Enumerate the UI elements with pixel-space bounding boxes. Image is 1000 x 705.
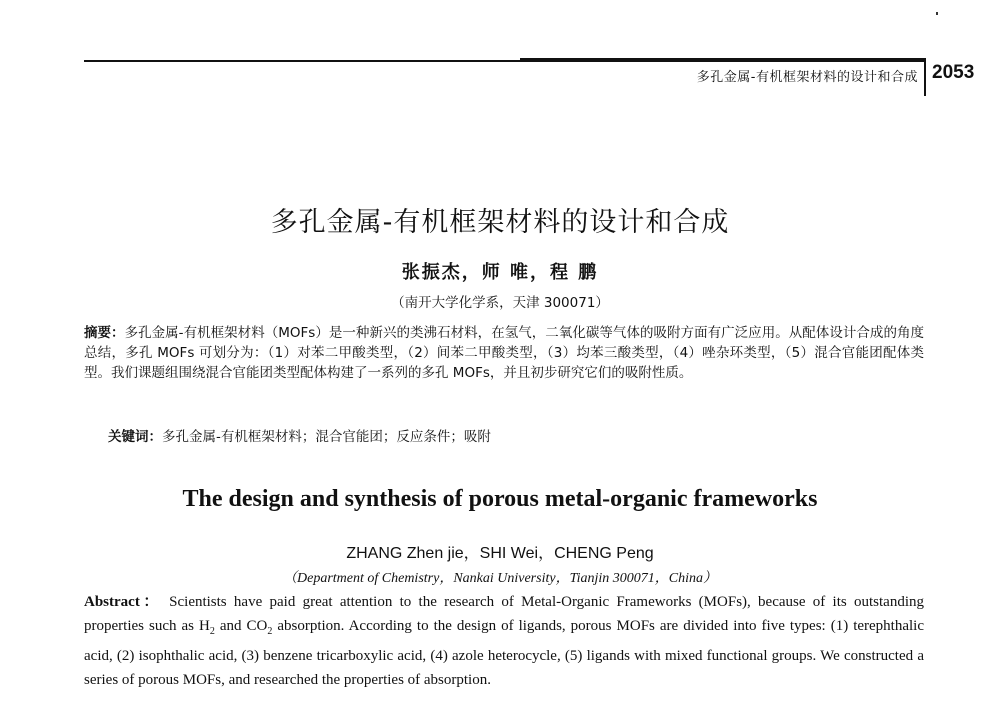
page-number: 2053 [932,62,975,83]
chinese-abstract-text: 多孔金属-有机框架材料（MOFs）是一种新兴的类沸石材料，在氢气，二氧化碳等气体的吸附方面有广泛应用。从配体设计合成的角度总结，多孔 MOFs 可划分为：（1）对苯二甲酸类型，（2）间苯二甲酸类型，（3）均苯三酸类型，（4）唑杂环类型，（5）混合官能团配体类型。我们课题组围绕混合官能团类型配体构建了一系列的多孔 MOFs，并且初步研究它们的吸附性质。 [84,325,924,381]
english-title: The design and synthesis of porous metal-organic frameworks [182,486,818,512]
chinese-abstract [84,323,924,383]
h2-subscript: 2 [209,626,215,637]
chinese-abstract-label: 摘要： [84,325,125,341]
scan-speck [936,12,938,15]
chinese-keywords-text: 多孔金属-有机框架材料；混合官能团；反应条件；吸附 [162,429,491,445]
header-rule-thick [520,58,924,61]
chinese-authors: 张振杰，师 唯，程 鹏 [401,262,599,283]
header-divider [924,58,926,96]
co2-subscript: 2 [267,626,273,637]
english-abstract-part3: absorption. According to the design of ligands, porous MOFs are divided into five types: (1) terephthalic acid, (2) isophthalic acid, (3) benzene tricarboxylic acid, (4) azole heterocycle, (5) ligands with mixed functional groups. We constructed a series of porous MOFs, and researched the properties of absorption. [84,618,924,688]
english-abstract-part2: and CO [214,618,268,634]
chinese-title: 多孔金属-有机框架材料的设计和合成 [270,207,730,238]
english-abstract [84,590,924,692]
running-title: 多孔金属-有机框架材料的设计和合成 [696,70,918,85]
english-affiliation: （Department of Chemistry，Nankai University，Tianjin 300071，China） [283,571,717,586]
chinese-keywords [108,427,924,447]
chinese-affiliation: （南开大学化学系，天津 300071） [391,295,609,311]
english-abstract-part1: Scientists have paid great attention to the research of Metal-Organic Frameworks (MOFs), because of its outstanding properties such as H [84,594,924,634]
chinese-keywords-label: 关键词： [108,429,162,445]
english-authors: ZHANG Zhen jie，SHI Wei，CHENG Peng [346,545,654,562]
english-abstract-label: Abstract： [84,594,162,610]
